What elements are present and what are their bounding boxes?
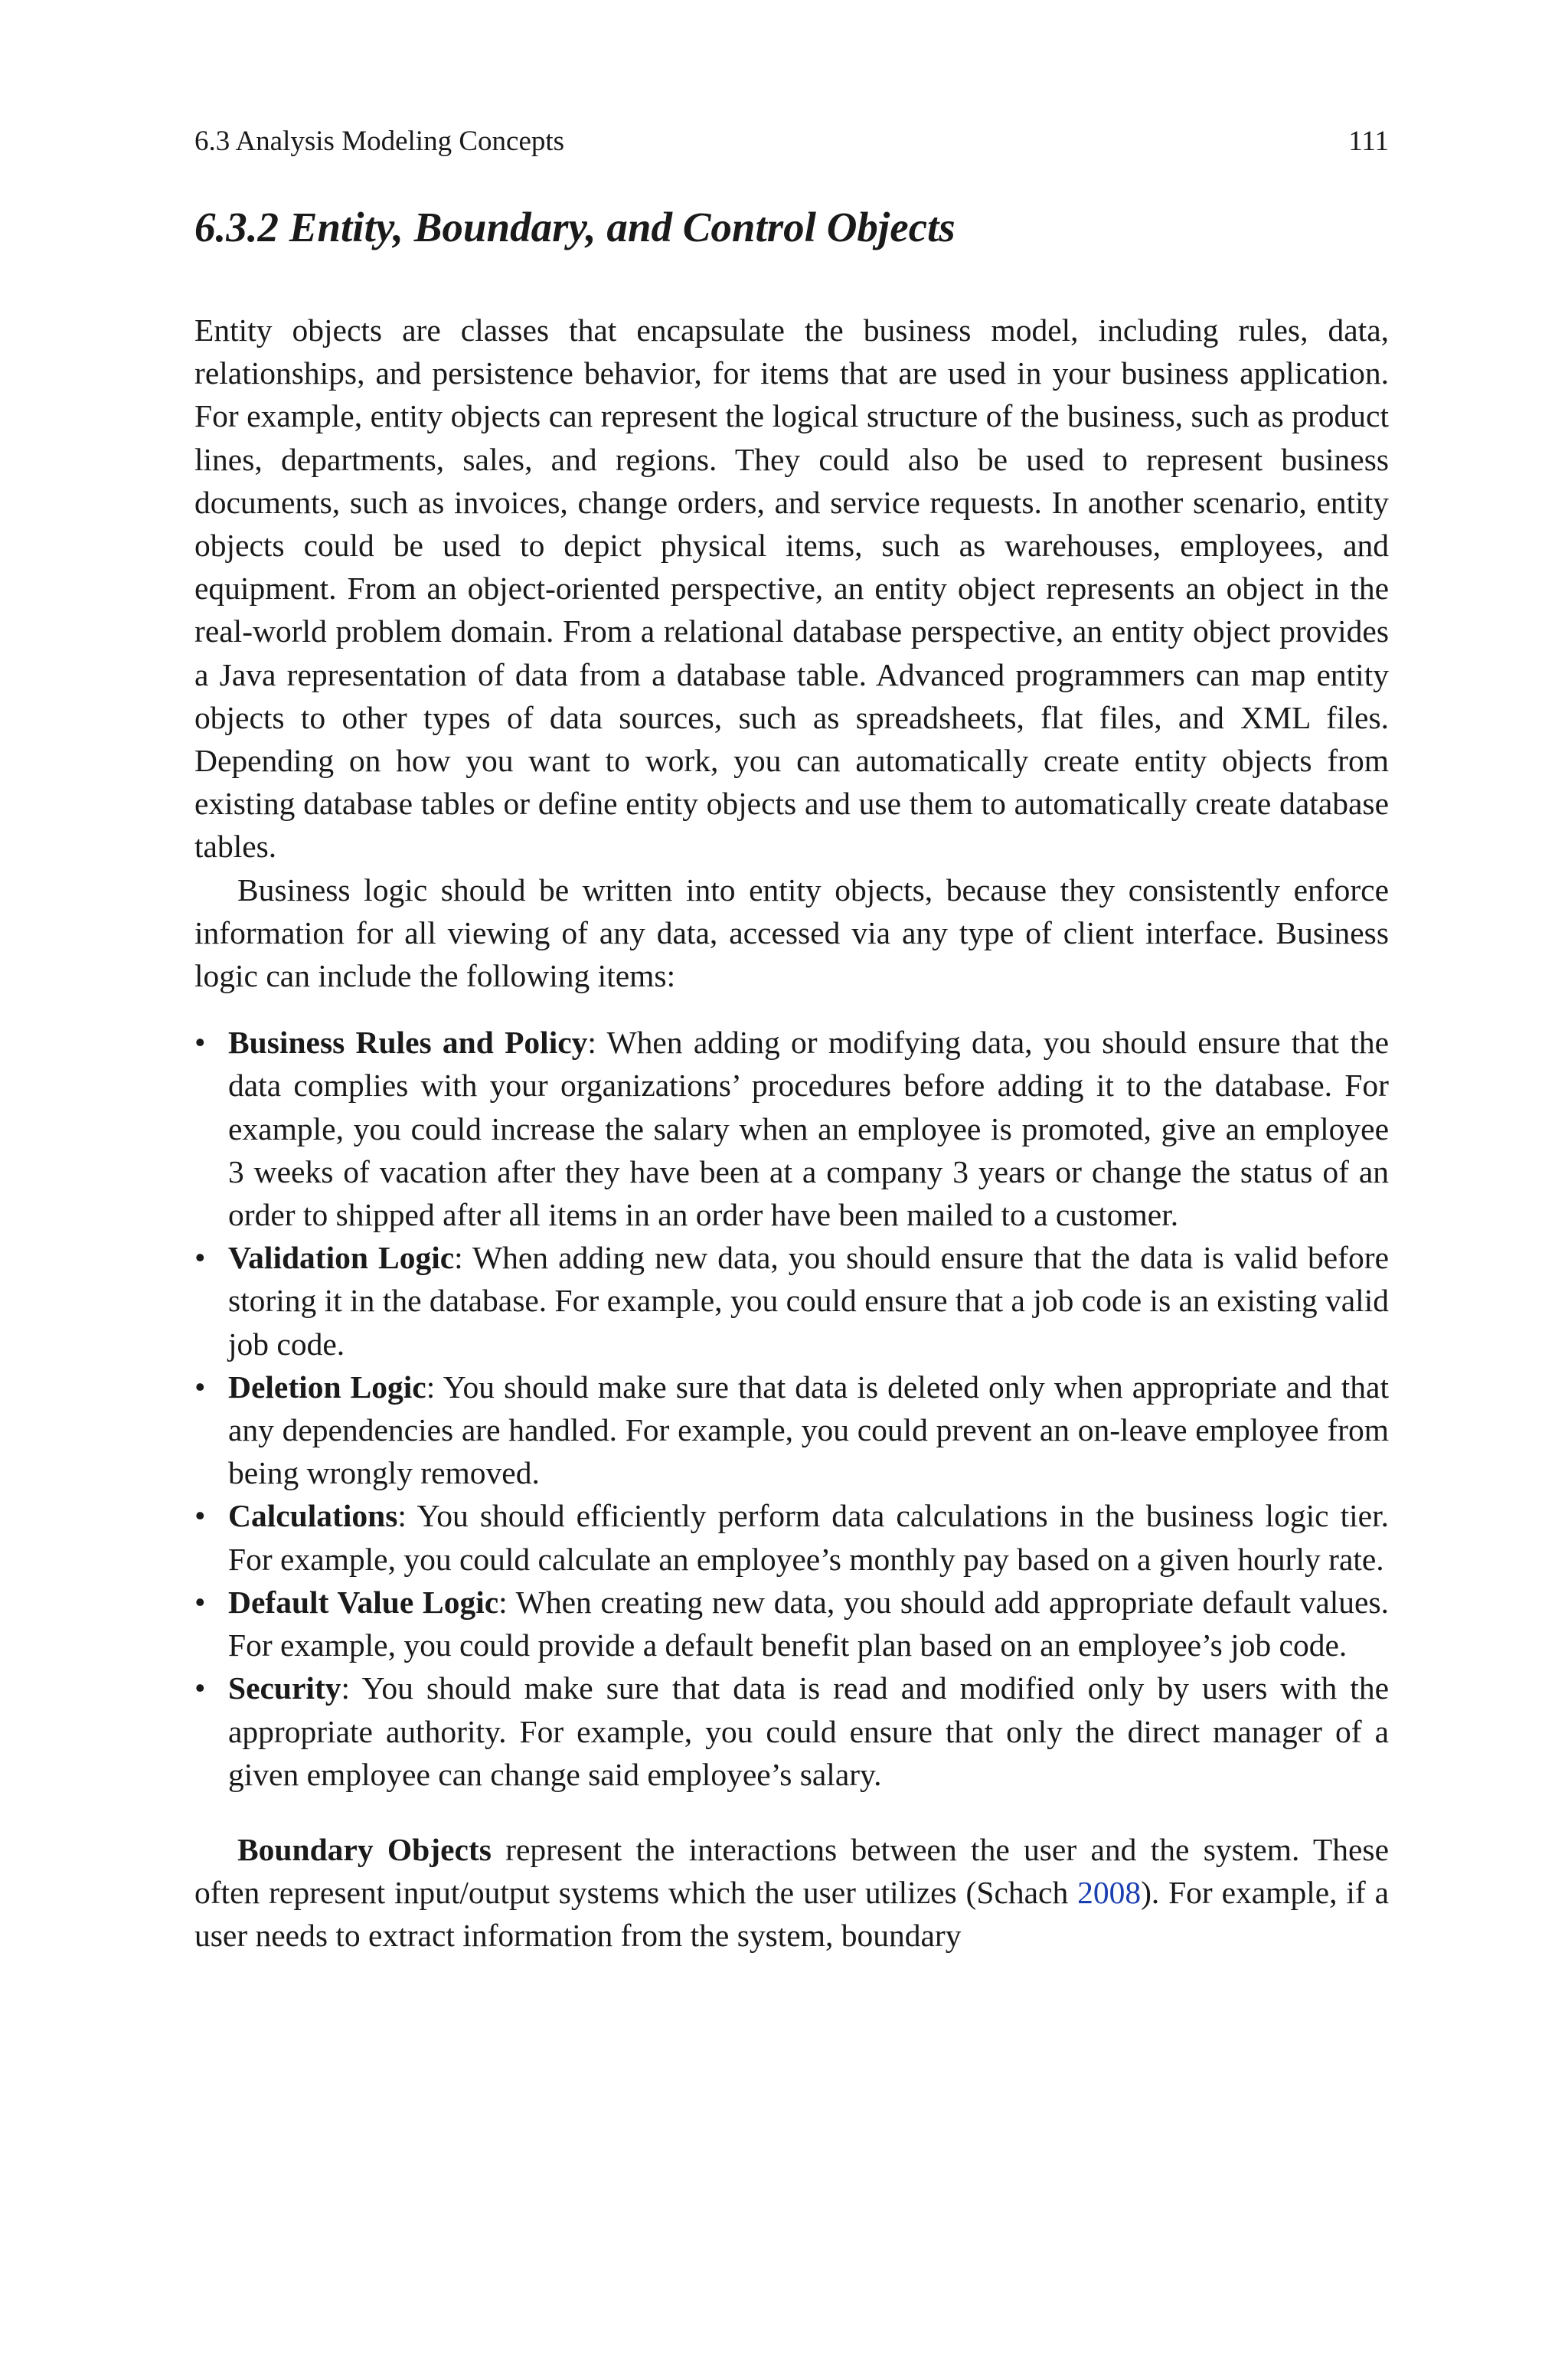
- list-item: [194, 1494, 1389, 1580]
- bullet-text: : You should make sure that data is deleted only when appropriate and that any dependencies are handled. For example, you could prevent an on-leave employee from being wrongly removed.: [228, 1369, 1389, 1491]
- bullet-text: : When adding or modifying data, you should ensure that the data complies with your organizations’ procedures before adding it to the database. For example, you could increase the salary when an employee is promoted, give an employee 3 weeks of vacation after they have been at a company 3 years or change the status of an order to shipped after all items in an order have been mailed to a customer.: [228, 1025, 1389, 1233]
- boundary-text-end: ). For example, if a user needs to extract information from the system, boundary: [194, 1875, 1389, 1954]
- section-title: 6.3.2 Entity, Boundary, and Control Objects: [194, 204, 956, 250]
- bullet-icon: •: [194, 1240, 206, 1276]
- bullet-term: Deletion Logic: [228, 1369, 426, 1405]
- business-logic-paragraph: Business logic should be written into entity objects, because they consistently enforce information for all viewing of any data, accessed via any type of client interface. Business logic can include the following items:: [194, 872, 1389, 994]
- bullet-term: Calculations: [228, 1498, 398, 1534]
- bullet-term: Default Value Logic: [228, 1584, 499, 1620]
- bullet-term: Security: [228, 1670, 341, 1706]
- bullet-term: Validation Logic: [228, 1240, 455, 1276]
- bullet-text: : When creating new data, you should add appropriate default values. For example, you could provide a default benefit plan based on an employee’s job code.: [228, 1584, 1389, 1663]
- list-item: [194, 1236, 1389, 1366]
- page-number: 111: [1348, 126, 1389, 157]
- bullet-text: : You should make sure that data is read and modified only by users with the appropriate authority. For example, you could ensure that only the direct manager of a given employee can change said employee’s salary.: [228, 1670, 1389, 1792]
- running-head: [194, 123, 1389, 161]
- bullet-icon: •: [194, 1670, 206, 1706]
- entity-objects-paragraph: Entity objects are classes that encapsulate the business model, including rules, data, relationships, and persistence behavior, for items that are used in your business application. For example, entity objects can represent the logical structure of the business, such as product lines, departments, sales, and regions. They could also be used to represent business documents, such as invoices, change orders, and service requests. In another scenario, entity objects could be used to depict physical items, such as warehouses, employees, and equipment. From an object-oriented perspective, an entity object represents an object in the real-world problem domain. From a relational database perspective, an entity object provides a Java representation of data from a database table. Advanced programmers can map entity objects to other types of data sources, such as spreadsheets, flat files, and XML files. Depending on how you want to work, you can automatically create entity objects from existing database tables or define entity objects and use them to automatically create database tables.: [194, 312, 1389, 865]
- body-text: [194, 309, 1389, 1958]
- bullet-term: Business Rules and Policy: [228, 1025, 588, 1061]
- list-item: [194, 1366, 1389, 1495]
- citation-link[interactable]: 2008: [1077, 1875, 1142, 1911]
- bullet-icon: •: [194, 1498, 206, 1534]
- boundary-term: Boundary Objects: [237, 1831, 492, 1867]
- running-head-section: 6.3 Analysis Modeling Concepts: [194, 126, 565, 157]
- boundary-text-start: represent the interactions between the user and the system. These often represent input/output systems which the user utilizes (Schach: [194, 1831, 1389, 1911]
- business-logic-list: [194, 1021, 1389, 1796]
- list-item: [194, 1021, 1389, 1236]
- bullet-text: : You should efficiently perform data calculations in the business logic tier. For example, you could calculate an employee’s monthly pay based on a given hourly rate.: [228, 1498, 1389, 1577]
- bullet-icon: •: [194, 1369, 206, 1405]
- boundary-objects-paragraph: [194, 1828, 1389, 1958]
- list-item: [194, 1667, 1389, 1796]
- bullet-text: : When adding new data, you should ensure that the data is valid before storing it in the database. For example, you could ensure that a job code is an existing valid job code.: [228, 1240, 1389, 1362]
- bullet-icon: •: [194, 1025, 206, 1061]
- list-item: [194, 1581, 1389, 1667]
- bullet-icon: •: [194, 1584, 206, 1620]
